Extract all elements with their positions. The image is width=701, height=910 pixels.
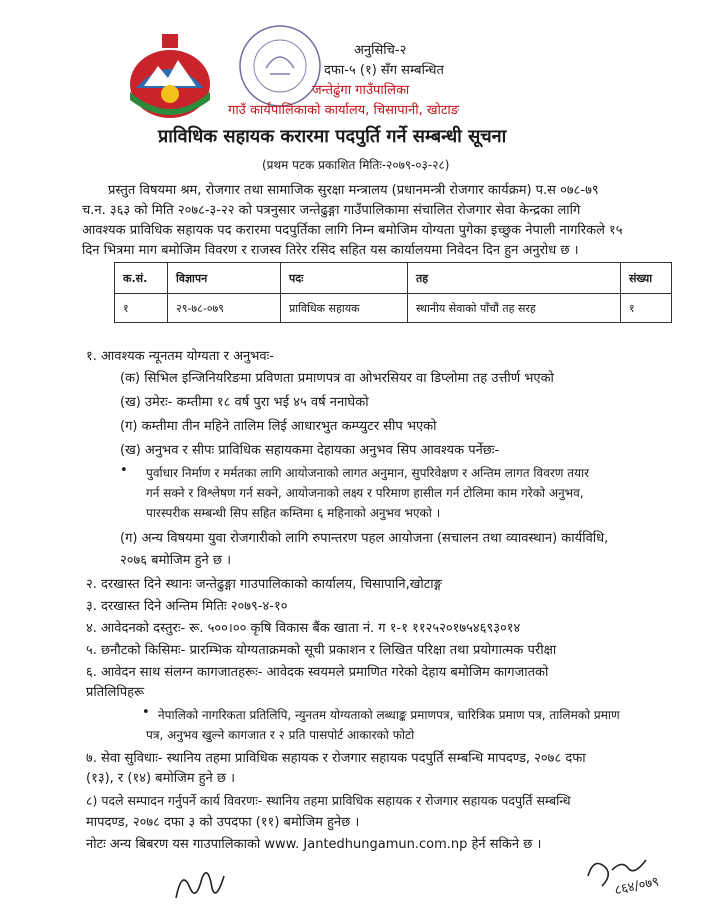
table-cell: १ [621,294,672,323]
section-heading: १. आवश्यक न्यूनतम योग्यता र अनुभवः- [86,349,274,364]
section-line: ७. सेवा सुविधाः- स्थानिय तहमा प्राविधिक सहायक र रोजगार सहायक पदपुर्ति सम्बन्धि मापदण्ड, २०७८ दफा [86,751,586,766]
list-item: (ग) कम्तीमा तीन महिने तालिम लिई आधारभुत कम्प्युटर सीप भएको [120,419,437,434]
bullet-icon: • [120,463,128,478]
list-item: गर्न सक्ने र विश्लेषण गर्न सक्ने, आयोजनाको लक्ष्य र परिमाण हासील गर्न टोलिमा काम गरेको अनुभव, [146,486,584,500]
note-line: नोटः अन्य बिबरण यस गाउपालिकाको www. Jantedhungamun.com.np हेर्न सकिने छ । [86,837,542,852]
municipality-name: जन्तेढुंगा गाउँपालिका [312,83,410,98]
annex-label: अनुसिचि-२ [354,43,407,58]
office-name: गाउँ कार्यपालिकाको कार्यालय, चिसापानी, खोटाङ [228,103,460,118]
list-item: पत्र, अनुभव खुल्ने कागजात र २ प्रति पासपोर्ट आकारको फोटो [146,728,415,742]
section-line: प्रतिलिपिहरू [86,685,145,700]
list-item: (ख) अनुभव र सीपः प्राविधिक सहायकमा देहायका अनुभव सिप आवश्यक पर्नेछः- [120,443,500,458]
table-header-cell: पदः [281,263,408,294]
list-item: (ग) अन्य विषयमा युवा रोजगारीको लागि रुपान्तरण पहल आयोजना (सचालन तथा व्यावस्थान) कार्यविधि, [120,531,609,546]
section-reference: दफा-५ (१) सँग सम्बन्धित [324,63,444,78]
section-line: ४. आवेदनको दस्तुरः- रू. ५००।०० कृषि विकास बैंक खाता नं. ग १-१ ११२५२०१७५४६९३०१४ [86,621,521,636]
table-header-row [115,263,672,294]
section-line: (१३), र (१४) बमोजिम हुने छ । [86,771,236,786]
bullet-icon: • [142,705,150,720]
table-cell: १ [115,294,168,323]
page-title: प्राविधिक सहायक करारमा पदपुर्ति गर्ने सम्बन्धी सूचना [158,126,507,147]
list-item: (क) सिभिल इन्जिनियरिङमा प्रविणता प्रमाणपत्र वा ओभरसियर वा डिप्लोमा तह उत्तीर्ण भएको [120,371,554,386]
intro-line: च.न. ३६३ को मिति २०७८-३-२२ को पत्रनुसार जन्तेढुङ्गा गाउँपालिकामा संचालित रोजगार सेवा केन्द्रका लागि [82,203,581,218]
table-cell: स्थानीय सेवाको पाँचौं तह सरह [408,294,621,323]
list-item: (ख) उमेरः- कम्तीमा १८ वर्ष पुरा भई ४५ वर्ष ननाघेको [120,395,369,410]
intro-line: दिन भित्रमा माग बमोजिम विवरण र राजस्व तिरेर रसिद सहित यस कार्यालयमा निवेदन दिन हुन अनुरोध छ । [82,243,579,258]
table-row [115,294,672,323]
table-cell: २९-७८-०७९ [168,294,281,323]
office-seal-stamp [230,22,330,112]
list-item: नेपालिको नागरिकता प्रतिलिपि, न्युनतम योग्यताको लब्धाङ्क प्रमाणपत्र, चारित्रिक प्रमाण पत्र, तालिमको प्रमाण [158,708,620,722]
list-item: २०७६ बमोजिम हुने छ । [120,553,232,568]
section-line: ३. दरखास्त दिने अन्तिम मितिः २०७९-४-१० [86,599,288,614]
intro-line: आवश्यक प्राविधिक सहायक पद करारमा पदपुर्तिका लागि निम्न बमोजिम योग्यता पुगेका इच्छुक नेपाली नागरिकले १५ [82,223,623,238]
nepal-emblem-logo [122,30,218,122]
vacancy-table [114,262,672,323]
intro-line: प्रस्तुत विषयमा श्रम, रोजगार तथा सामाजिक सुरक्षा मन्त्रालय (प्रधानमन्त्री रोजगार कार्यक्रम) प.स ०७८-७९ [108,183,599,198]
list-item: पुर्वाधार निर्माण र मर्मतका लागि आयोजनाको लागत अनुमान, सुपरिवेक्षण र अन्तिम लागत विवरण तयार [146,466,590,480]
publish-date: (प्रथम पटक प्रकाशित मितिः-२०७९-०३-२८) [262,158,450,172]
signature-left [168,858,238,908]
table-header-cell: विज्ञापन [168,263,281,294]
section-line: २. दरखास्त दिने स्थानः जन्तेढुङ्गा गाउपालिकाको कार्यालय, चिसापानि,खोटाङ्ग [86,577,442,592]
table-header-cell: क.सं. [115,263,168,294]
table-cell: प्राविधिक सहायक [281,294,408,323]
section-line: ५. छनौटको किसिमः- प्रारम्भिक योग्यताक्रमको सूची प्रकाशन र लिखित परिक्षा तथा प्रयोगात्मक परीक्षा [86,643,557,658]
table-header-cell: संख्या [621,263,672,294]
table-header-cell: तह [408,263,621,294]
section-line: ८) पदले सम्पादन गर्नुपर्ने कार्य विवरणः- स्थानिय तहमा प्राविधिक सहायक र रोजगार सहायक पदपुर्ति सम्बन्धि [86,793,571,808]
section-line: मापदण्ड, २०७८ दफा ३ को उपदफा (११) बमोजिम हुनेछ । [86,815,360,830]
list-item: पारस्परीक सम्बन्धी सिप सहित कम्तिमा ६ महिनाको अनुभव भएको । [146,506,441,520]
signature-number: ८६४/०७९ [613,874,661,899]
section-line: ६. आवेदन साथ संलग्न कागजातहरूः- आवेदक स्वयमले प्रमाणित गरेको देहाय बमोजिम कागजातको [86,665,549,680]
